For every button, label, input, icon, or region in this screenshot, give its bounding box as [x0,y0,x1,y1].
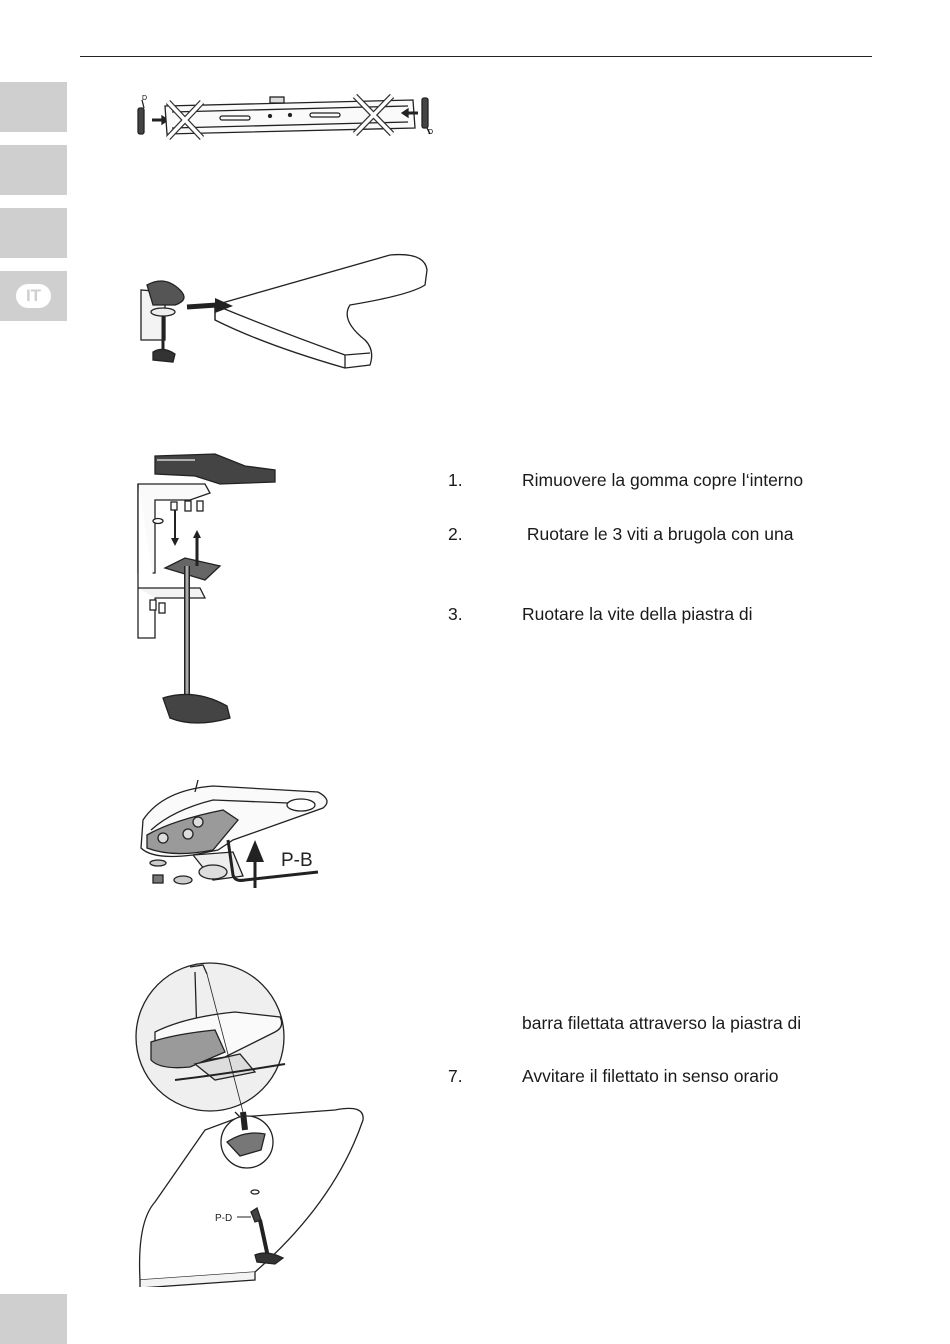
vesa-bar-illustration [130,88,440,148]
step-continuation-text: barra filettata attraverso la piastra di [522,1013,802,1033]
clamp-exploded-illustration [135,448,280,726]
step-3-number: 3. [448,604,463,624]
step-1-text: Rimuovere la gomma copre l‘interno [522,470,804,490]
vesa-bar-label-left: D [142,95,148,102]
step-7-text: Avvitare il filettato in senso orario [522,1066,779,1086]
step-1-number: 1. [448,470,463,490]
language-tab-it-label: IT [16,284,51,308]
desk-clamp-illustration [135,250,435,372]
step-7-number: 7. [448,1066,463,1086]
step-2-text: Ruotare le 3 viti a brugola con una [522,524,794,544]
page-corner-tab [0,1294,67,1344]
hex-key-illustration [133,780,328,900]
header-rule [80,56,872,57]
language-tab-2[interactable] [0,145,67,195]
table-mount-label: P-D [215,1213,233,1224]
table-mount-illustration [135,962,367,1287]
hex-key-label: P-B [281,850,313,871]
step-2-number: 2. [448,524,463,544]
step-3-text: Ruotare la vite della piastra di [522,604,753,624]
language-tab-3[interactable] [0,208,67,258]
language-tab-it[interactable] [0,271,67,321]
language-tab-1[interactable] [0,82,67,132]
vesa-bar-label-right: D [428,129,434,136]
